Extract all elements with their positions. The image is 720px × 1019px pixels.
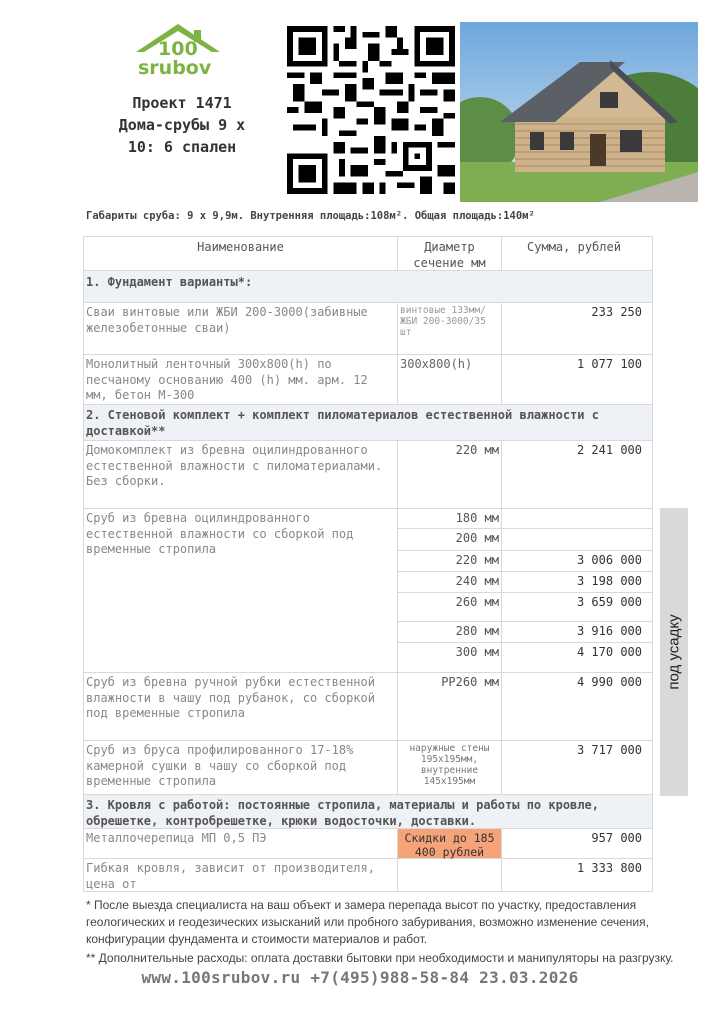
section-roofing-title: 3. Кровля с работой: постоянные стропила, материалы и работы по кровле, обрешетке, контробрешетке, крюки водосточки, доставки. xyxy=(86,798,599,828)
section-foundation xyxy=(83,271,653,303)
row-screw-piles-diameter: винтовые 133мм/ЖБИ 200-3000/35 шт xyxy=(397,303,501,354)
variant-row xyxy=(397,572,653,593)
svg-text:srubov: srubov xyxy=(138,57,212,78)
variant-diameter: 280 мм xyxy=(397,622,501,642)
variant-diameter: 180 мм xyxy=(397,509,501,528)
project-title xyxy=(92,92,272,158)
section-roofing xyxy=(83,795,653,829)
row-hand-cut-frame-name: Сруб из бревна ручной рубки естественной влажности в чашу под рубанок, со сборкой под временные стропила xyxy=(83,673,397,740)
row-profiled-beam-sum: 3 717 000 xyxy=(501,741,653,794)
table-row xyxy=(83,441,653,509)
shrinkage-side-label xyxy=(660,508,688,796)
row-screw-piles-sum: 233 250 xyxy=(501,303,653,354)
svg-text:100: 100 xyxy=(158,38,198,60)
variant-diameter: 200 мм xyxy=(397,529,501,550)
footnotes xyxy=(86,897,706,967)
table-header-row xyxy=(83,237,653,271)
row-flexible-roof-name: Гибкая кровля, зависит от производителя, цена от xyxy=(83,859,397,891)
log-house-dimensions: Габариты сруба: 9 х 9,9м. Внутренняя площадь:108м². Общая площадь:140м² xyxy=(86,210,535,222)
variant-sum: 3 916 000 xyxy=(501,622,653,642)
variant-sum: 4 170 000 xyxy=(501,643,653,672)
variant-diameter: 220 мм xyxy=(397,551,501,571)
variant-sum xyxy=(501,509,653,528)
row-metal-tile-name: Металлочерепица МП 0,5 ПЭ xyxy=(83,829,397,858)
side-label-text: под усадку xyxy=(665,614,683,690)
variant-row xyxy=(397,529,653,551)
row-strip-foundation-diameter: 300х800(h) xyxy=(397,355,501,404)
discount-badge: Скидки до 185 400 рублей xyxy=(397,829,501,858)
variant-sum xyxy=(501,529,653,550)
row-hand-cut-frame-diameter: РР260 мм xyxy=(397,673,501,740)
variant-diameter: 260 мм xyxy=(397,593,501,621)
variant-row xyxy=(397,593,653,622)
header-sum: Сумма, рублей xyxy=(501,237,653,270)
variant-sum: 3 198 000 xyxy=(501,572,653,592)
section-wall-kit xyxy=(83,405,653,441)
variant-row xyxy=(397,551,653,572)
house-photo xyxy=(460,22,698,202)
price-table xyxy=(83,236,653,891)
table-row xyxy=(83,829,653,859)
row-house-kit-name: Домокомплект из бревна оцилиндрованного естественной влажности с пиломатериалами. Без сборки. xyxy=(83,441,397,508)
row-house-kit-sum: 2 241 000 xyxy=(501,441,653,508)
row-strip-foundation-sum: 1 077 100 xyxy=(501,355,653,404)
table-row xyxy=(83,355,653,405)
section-foundation-title: 1. Фундамент варианты*: xyxy=(86,275,253,289)
project-number: Проект 1471 xyxy=(132,94,232,112)
row-hand-cut-frame-sum: 4 990 000 xyxy=(501,673,653,740)
footnote-2: ** Дополнительные расходы: оплата доставки бытовки при необходимости и манипуляторы на разгрузку. xyxy=(86,951,674,965)
variant-sum: 3 006 000 xyxy=(501,551,653,571)
contact-footer: www.100srubov.ru +7(495)988-58-84 23.03.2026 xyxy=(141,968,579,987)
header-name: Наименование xyxy=(83,237,397,270)
footnote-1: * После выезда специалиста на ваш объект и замера перепада высот по участку, предоставления геологических и геодезических изысканий или пробного забуривания, возможно изменение сечения, конфигурации фундамента и стоимости материалов и работ. xyxy=(86,898,649,946)
row-profiled-beam-diameter: наружные стены 195х195мм, внутренние 145х195мм xyxy=(397,741,501,794)
row-rounded-log-frame-name: Сруб из бревна оцилиндрованного естественной влажности со сборкой под временные стропила xyxy=(83,509,397,673)
row-house-kit-diameter: 220 мм xyxy=(397,441,501,508)
row-strip-foundation-name: Монолитный ленточный 300х800(h) по песчаному основанию 400 (h) мм. арм. 12 мм, бетон М-300 xyxy=(83,355,397,404)
row-screw-piles-name: Сваи винтовые или ЖБИ 200-3000(забивные железобетонные сваи) xyxy=(83,303,397,354)
row-profiled-beam-name: Сруб из бруса профилированного 17-18% камерной сушки в чашу со сборкой под временные стропила xyxy=(83,741,397,794)
project-subtitle-2: 10: 6 спален xyxy=(127,138,237,156)
variant-row xyxy=(397,643,653,673)
section-wall-kit-title: 2. Стеновой комплект + комплект пиломатериалов естественной влажности с доставкой** xyxy=(86,408,599,438)
table-row xyxy=(83,741,653,795)
table-row xyxy=(83,303,653,355)
variant-diameter: 300 мм xyxy=(397,643,501,672)
row-flexible-roof-diameter xyxy=(397,859,501,891)
row-metal-tile-sum: 957 000 xyxy=(501,829,653,858)
header-diameter: Диаметр сечение мм xyxy=(397,237,501,270)
row-flexible-roof-sum: 1 333 800 xyxy=(501,859,653,891)
company-logo xyxy=(132,22,224,78)
variant-row xyxy=(397,622,653,643)
variant-diameter: 240 мм xyxy=(397,572,501,592)
project-subtitle-1: Дома-срубы 9 х xyxy=(118,116,246,134)
variant-sum: 3 659 000 xyxy=(501,593,653,621)
variant-row xyxy=(397,509,653,529)
qr-code xyxy=(287,26,455,194)
table-row xyxy=(83,673,653,741)
table-row xyxy=(83,859,653,892)
